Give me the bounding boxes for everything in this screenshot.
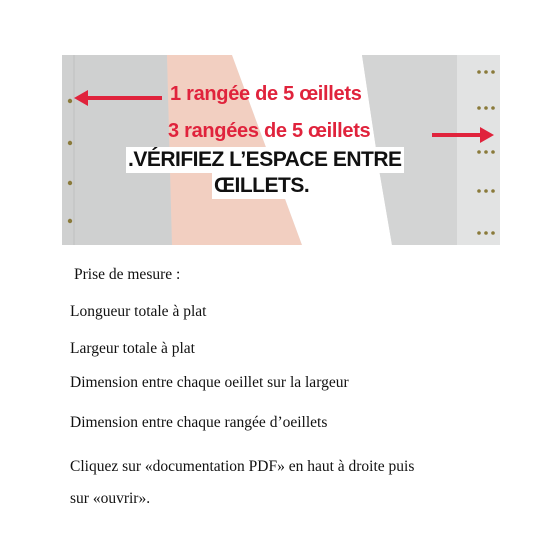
label-one-row: 1 rangée de 5 œillets [170, 83, 362, 105]
warning-line-1: .VÉRIFIEZ L’ESPACE ENTRE [128, 148, 402, 171]
instruction-line-2: sur «ouvrir». [70, 490, 151, 507]
curtain-photo [62, 55, 500, 245]
section-heading: Prise de mesure : [74, 266, 181, 283]
label-three-rows: 3 rangées de 5 œillets [168, 120, 371, 142]
instruction-line-1: Cliquez sur «documentation PDF» en haut à droite puis [70, 458, 415, 475]
measure-item: Dimension entre chaque oeillet sur la largeur [70, 374, 349, 391]
measure-item: Longueur totale à plat [70, 303, 207, 320]
measure-item: Dimension entre chaque rangée d’oeillets [70, 414, 328, 431]
measure-item: Largeur totale à plat [70, 340, 195, 357]
warning-line-2: ŒILLETS. [214, 174, 310, 197]
